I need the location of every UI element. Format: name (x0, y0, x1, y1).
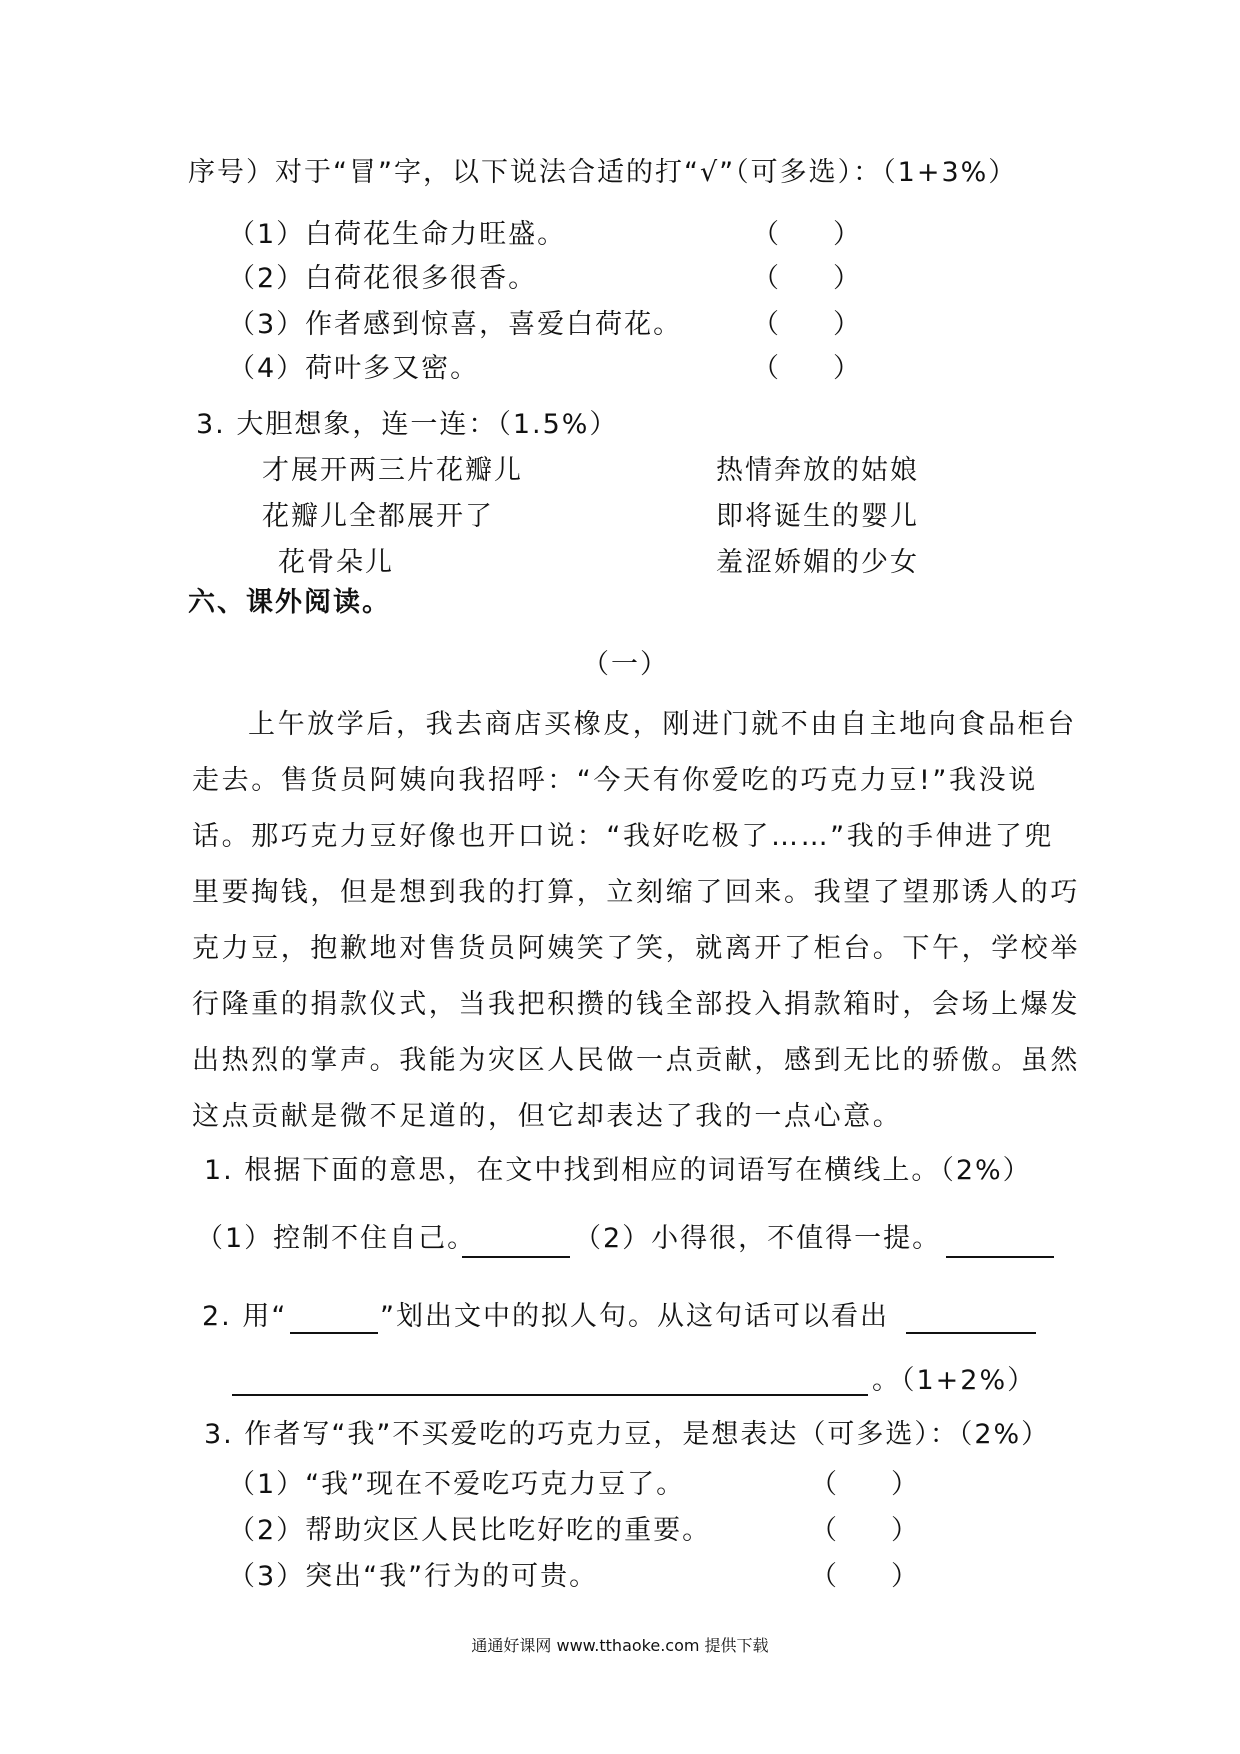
section-heading: 六、课外阅读。 (188, 587, 391, 618)
reading-choice-3: （3）突出“我”行为的可贵。 (228, 1561, 599, 1592)
reading-choice-1: （1）“我”现在不爱吃巧克力豆了。 (228, 1469, 686, 1500)
reading-question-1-title: 1. 根据下面的意思，在文中找到相应的词语写在横线上。（2%） (204, 1155, 1032, 1186)
page-footer: 通通好课网 www.tthaoke.com 提供下载 (471, 1636, 769, 1655)
reading-answer-blank-1[interactable]: （ ） (810, 1469, 918, 1500)
question-instruction: 序号）对于“冒”字，以下说法合适的打“√”（可多选）：（1+3%） (188, 157, 1018, 188)
reading-q1-part1: （1）控制不住自己。 (196, 1223, 477, 1254)
choice-item-2: （2）白荷花很多很香。 (228, 263, 538, 294)
reading-q2-prefix: 2. 用“ (202, 1301, 288, 1332)
reading-q1-part2: （2）小得很，不值得一提。 (574, 1223, 942, 1254)
match-right-2[interactable]: 即将诞生的婴儿 (716, 501, 919, 532)
reading-choice-2: （2）帮助灾区人民比吃好吃的重要。 (228, 1515, 712, 1546)
choice-item-3: （3）作者感到惊喜，喜爱白荷花。 (228, 309, 683, 340)
passage-line-6: 行隆重的捐款仪式，当我把积攒的钱全部投入捐款箱时，会场上爆发 (192, 989, 1080, 1020)
answer-line-q2-a[interactable] (906, 1332, 1036, 1334)
passage-line-5: 克力豆，抱歉地对售货员阿姨笑了笑，就离开了柜台。下午，学校举 (192, 933, 1080, 964)
match-left-3[interactable]: 花骨朵儿 (278, 547, 394, 578)
answer-blank-4[interactable]: （ ） (752, 353, 860, 384)
passage-line-4: 里要掏钱，但是想到我的打算，立刻缩了回来。我望了望那诱人的巧 (192, 877, 1080, 908)
reading-question-3-title: 3. 作者写“我”不买爱吃的巧克力豆，是想表达（可多选）：（2%） (204, 1419, 1051, 1450)
match-left-1[interactable]: 才展开两三片花瓣儿 (262, 455, 523, 486)
answer-line-q1-part2[interactable] (946, 1256, 1054, 1258)
match-left-2[interactable]: 花瓣儿全都展开了 (262, 501, 494, 532)
reading-q2-suffix: ”划出文中的拟人句。从这句话可以看出 (380, 1301, 889, 1332)
reading-answer-blank-3[interactable]: （ ） (810, 1561, 918, 1592)
passage-line-8: 这点贡献是微不足道的，但它却表达了我的一点心意。 (192, 1101, 903, 1132)
passage-subheading: （一） (582, 649, 669, 680)
answer-blank-2[interactable]: （ ） (752, 263, 860, 294)
match-right-3[interactable]: 羞涩娇媚的少女 (716, 547, 919, 578)
matching-question-title: 3. 大胆想象，连一连：（1.5%） (196, 409, 619, 440)
choice-item-1: （1）白荷花生命力旺盛。 (228, 219, 567, 250)
answer-blank-1[interactable]: （ ） (752, 219, 860, 250)
match-right-1[interactable]: 热情奔放的姑娘 (716, 455, 919, 486)
reading-q2-end: 。（1+2%） (872, 1365, 1037, 1396)
underline-sample (290, 1332, 378, 1334)
passage-line-1: 上午放学后，我去商店买橡皮，刚进门就不由自主地向食品柜台 (248, 709, 1077, 740)
passage-line-2: 走去。售货员阿姨向我招呼：“今天有你爱吃的巧克力豆!”我没说 (192, 765, 1038, 796)
choice-item-4: （4）荷叶多又密。 (228, 353, 480, 384)
answer-line-q2-b[interactable] (232, 1394, 868, 1396)
passage-line-7: 出热烈的掌声。我能为灾区人民做一点贡献，感到无比的骄傲。虽然 (192, 1045, 1080, 1076)
reading-answer-blank-2[interactable]: （ ） (810, 1515, 918, 1546)
answer-blank-3[interactable]: （ ） (752, 309, 860, 340)
answer-line-q1-part1[interactable] (462, 1256, 570, 1258)
passage-line-3: 话。那巧克力豆好像也开口说：“我好吃极了……”我的手伸进了兜 (192, 821, 1054, 852)
